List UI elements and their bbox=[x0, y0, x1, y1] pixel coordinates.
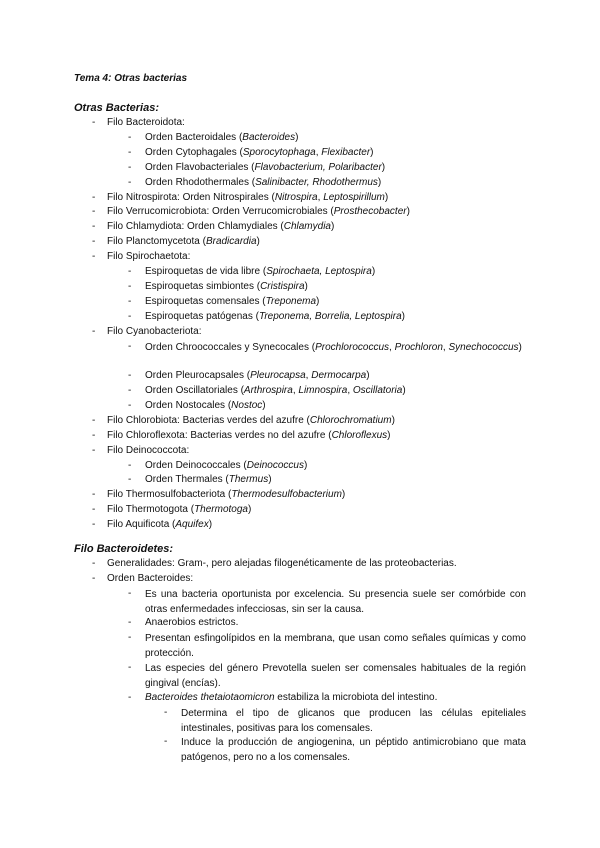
bullet-dash: - bbox=[128, 280, 132, 292]
bullet-dash: - bbox=[128, 399, 132, 411]
list-item-text: Filo Thermotogota (Thermotoga) bbox=[107, 504, 252, 516]
list-item-text: Orden Flavobacteriales (Flavobacterium, Polaribacter) bbox=[145, 161, 386, 173]
bullet-dash: - bbox=[128, 385, 132, 396]
bullet-dash: - bbox=[128, 340, 132, 352]
section-heading-otras-bacterias: Otras Bacterias: bbox=[74, 102, 159, 114]
list-item-text: Bacteroides thetaiotaomicron estabiliza la microbiota del intestino. bbox=[145, 691, 438, 703]
bullet-dash: - bbox=[128, 295, 132, 307]
list-item-text: Filo Planctomycetota (Bradicardia) bbox=[107, 236, 260, 248]
list-item-text: Orden Rhodothermales (Salinibacter, Rhodothermus) bbox=[145, 176, 382, 188]
list-item-text: Filo Chloroflexota: Bacterias verdes no del azufre (Chloroflexus) bbox=[107, 429, 391, 441]
bullet-dash: - bbox=[128, 662, 132, 673]
section-heading-filo-bacteroidetes: Filo Bacteroidetes: bbox=[74, 543, 174, 555]
bullet-dash: - bbox=[128, 587, 132, 599]
list-item-text: Orden Oscillatoriales (Arthrospira, Limnospira, Oscillatoria) bbox=[145, 385, 406, 396]
list-item-text: Orden Nostocales (Nostoc) bbox=[145, 399, 266, 411]
bullet-dash: - bbox=[128, 161, 132, 173]
bullet-dash: - bbox=[92, 504, 96, 516]
bullet-dash: - bbox=[128, 691, 132, 703]
list-item-text: Orden Pleurocapsales (Pleurocapsa, Dermocarpa) bbox=[145, 370, 370, 382]
list-item-text: Filo Chlamydiota: Orden Chlamydiales (Chlamydia) bbox=[107, 221, 335, 233]
document-title: Tema 4: Otras bacterias bbox=[74, 73, 188, 84]
list-item-text: Las especies del género Prevotella suelen ser comensales habituales de la región gingival (encías). bbox=[145, 663, 526, 689]
bullet-dash: - bbox=[92, 519, 96, 531]
bullet-dash: - bbox=[128, 617, 132, 629]
list-item-text: Es una bacteria oportunista por excelencia. Su presencia suele ser comórbide con otras enfermedades infecciosas, sin ser la causa. bbox=[145, 588, 526, 615]
list-item-text: Orden Chroococcales y Synecocales (Prochlorococcus, Prochloron, Synechococcus) bbox=[145, 341, 522, 353]
list-item-text: Anaerobios estrictos. bbox=[145, 617, 239, 629]
bullet-dash: - bbox=[92, 221, 96, 233]
bullet-dash: - bbox=[92, 444, 96, 456]
bullet-dash: - bbox=[128, 370, 132, 382]
bullet-dash: - bbox=[92, 572, 96, 584]
list-item-text: Espiroquetas patógenas (Treponema, Borrelia, Leptospira) bbox=[145, 310, 405, 322]
bullet-dash: - bbox=[92, 429, 96, 441]
list-item-text: Orden Cytophagales (Sporocytophaga, Flexibacter) bbox=[145, 146, 374, 158]
bullet-dash: - bbox=[128, 310, 132, 322]
bullet-dash: - bbox=[128, 266, 132, 277]
list-item-text: Espiroquetas comensales (Treponema) bbox=[145, 295, 320, 307]
list-item-text: Filo Aquificota (Aquifex) bbox=[107, 519, 213, 531]
list-item-text: Filo Chlorobiota: Bacterias verdes del azufre (Chlorochromatium) bbox=[107, 414, 395, 426]
list-item-text: Induce la producción de angiogenina, un péptido antimicrobiano que mata patógenos, pero no a los comensales. bbox=[181, 737, 526, 764]
list-item-text: Determina el tipo de glicanos que producen las células epiteliales intestinales, positivas para los comensales. bbox=[181, 707, 526, 734]
bullet-dash: - bbox=[128, 459, 132, 471]
list-item-text: Orden Thermales (Thermus) bbox=[145, 474, 272, 486]
list-item-text: Filo Bacteroidota: bbox=[107, 117, 185, 128]
bullet-dash: - bbox=[92, 251, 96, 263]
list-item-text: Espiroquetas simbiontes (Cristispira) bbox=[145, 280, 308, 292]
bullet-dash: - bbox=[164, 706, 168, 718]
bullet-dash: - bbox=[92, 191, 96, 203]
list-item-text: Filo Verrucomicrobiota: Orden Verrucomicrobiales (Prosthecobacter) bbox=[107, 206, 410, 218]
bullet-dash: - bbox=[128, 131, 132, 143]
bullet-dash: - bbox=[128, 176, 132, 188]
bullet-dash: - bbox=[92, 206, 96, 218]
bullet-dash: - bbox=[92, 325, 96, 337]
list-item-text: Presentan esfingolípidos en la membrana, que usan como señales químicas y como protección. bbox=[145, 633, 526, 660]
bullet-dash: - bbox=[92, 117, 96, 128]
bullet-dash: - bbox=[128, 146, 132, 158]
bullet-dash: - bbox=[92, 489, 96, 501]
list-item-text: Filo Nitrospirota: Orden Nitrospirales (Nitrospira, Leptospirillum) bbox=[107, 191, 389, 203]
list-item-text: Espiroquetas de vida libre (Spirochaeta, Leptospira) bbox=[145, 266, 376, 277]
list-item-text: Orden Bacteroides: bbox=[107, 572, 194, 584]
list-item-text: Orden Deinococcales (Deinococcus) bbox=[145, 459, 308, 471]
list-item-text: Generalidades: Gram-, pero alejadas filogenéticamente de las proteobacterias. bbox=[107, 558, 457, 569]
bullet-dash: - bbox=[92, 558, 96, 569]
bullet-dash: - bbox=[164, 736, 168, 748]
list-item-text: Filo Cyanobacteriota: bbox=[107, 325, 202, 337]
bullet-dash: - bbox=[92, 236, 96, 248]
bullet-dash: - bbox=[92, 414, 96, 426]
bullet-dash: - bbox=[128, 632, 132, 644]
bullet-dash: - bbox=[128, 474, 132, 486]
list-item-text: Filo Deinococcota: bbox=[107, 444, 190, 456]
list-item-text: Filo Spirochaetota: bbox=[107, 251, 191, 263]
list-item-text: Orden Bacteroidales (Bacteroides) bbox=[145, 131, 299, 143]
list-item-text: Filo Thermosulfobacteriota (Thermodesulfobacterium) bbox=[107, 489, 346, 501]
